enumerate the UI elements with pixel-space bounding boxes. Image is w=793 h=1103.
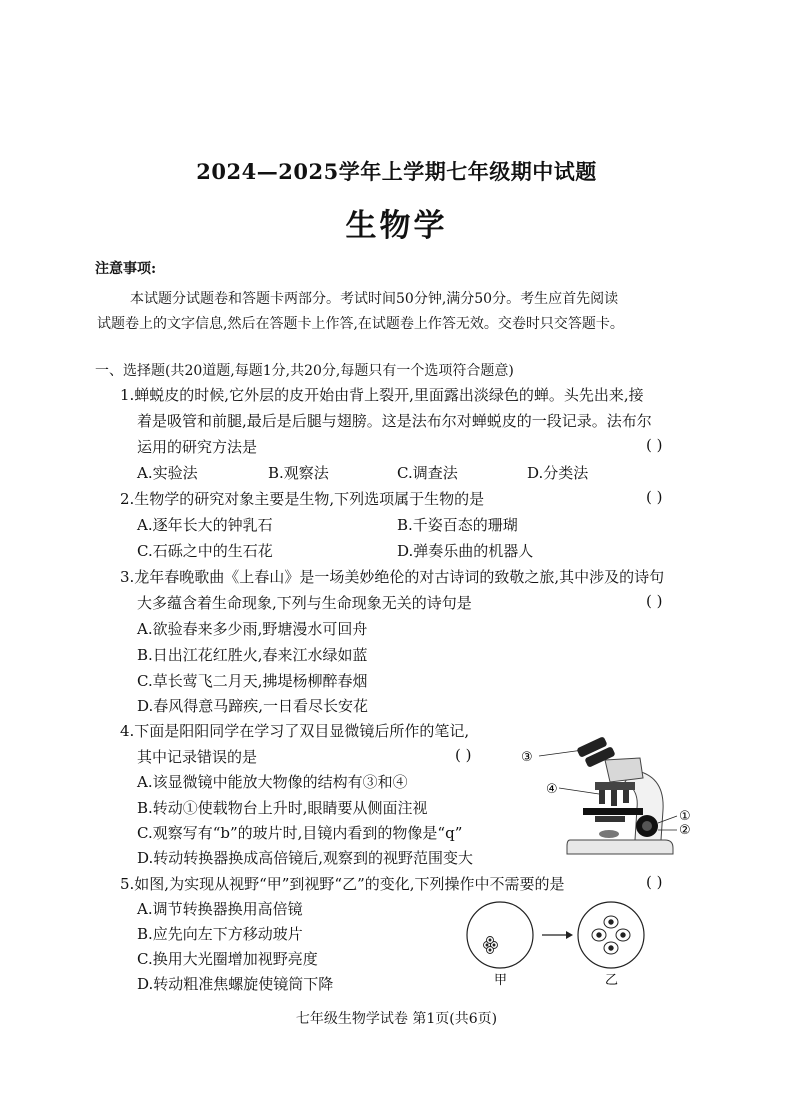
q1-option-d: D.分类法 [527, 464, 589, 482]
label-3: ③ [521, 750, 533, 765]
q3-option-a: A.欲验春来多少雨,野塘漫水可回舟 [137, 620, 368, 638]
q2-option-c: C.石砾之中的生石花 [137, 542, 273, 560]
q5-line-1: 5.如图,为实现从视野“甲”到视野“乙”的变化,下列操作中不需要的是 [120, 875, 565, 893]
q2-option-a: A.逐年长大的钟乳石 [137, 516, 273, 534]
q5-option-c: C.换用大光圈增加视野亮度 [137, 950, 318, 968]
q2-option-d: D.弹奏乐曲的机器人 [397, 542, 534, 560]
q3-option-b: B.日出江花红胜火,春来江水绿如蓝 [137, 646, 368, 664]
q3-answer-paren: ( ) [646, 592, 663, 610]
q1-line-1: 1.蝉蜕皮的时候,它外层的皮开始由背上裂开,里面露出淡绿色的蝉。头先出来,接 [120, 386, 644, 404]
q3-line-2: 大多蕴含着生命现象,下列与生命现象无关的诗句是 [137, 594, 472, 612]
q4-line-2: 其中记录错误的是 [137, 748, 258, 766]
label-1: ① [679, 809, 691, 824]
q5-option-a: A.调节转换器换用高倍镜 [137, 900, 303, 918]
microscope-head [605, 758, 643, 782]
light-source [599, 830, 619, 838]
q1-option-a: A.实验法 [137, 464, 198, 482]
q3-line-1: 3.龙年春晚歌曲《上春山》是一场美妙绝伦的对古诗词的致敬之旅,其中涉及的诗句 [120, 568, 665, 586]
q4-option-c: C.观察写有“b”的玻片时,目镜内看到的物像是“q” [137, 824, 463, 842]
view-yi-cells [592, 916, 630, 954]
q2-option-b: B.千姿百态的珊瑚 [397, 516, 518, 534]
notice-line-2: 试题卷上的文字信息,然后在答题卡上作答,在试题卷上作答无效。交卷时只交答题卡。 [97, 316, 624, 332]
nosepiece [595, 782, 635, 790]
q4-answer-paren: ( ) [455, 746, 472, 764]
fine-focus-knob [642, 821, 652, 831]
q5-option-b: B.应先向左下方移动玻片 [137, 925, 303, 943]
q1-answer-paren: ( ) [646, 436, 663, 454]
q3-option-d: D.春风得意马蹄疾,一日看尽长安花 [137, 697, 369, 715]
notice-heading: 注意事项: [95, 261, 157, 277]
q1-line-2: 着是吸管和前腿,最后是后腿与翅膀。这是法布尔对蝉蜕皮的一段记录。法布尔 [137, 412, 652, 430]
section-heading: 一、选择题(共20道题,每题1分,共20分,每题只有一个选项符合题意) [95, 363, 514, 379]
objective-3 [623, 790, 629, 803]
q1-line-3: 运用的研究方法是 [137, 438, 258, 456]
q1-option-b: B.观察法 [268, 464, 329, 482]
q4-option-a: A.该显微镜中能放大物像的结构有③和④ [137, 773, 408, 791]
view-yi-circle [578, 902, 644, 968]
q2-answer-paren: ( ) [646, 488, 663, 506]
q1-option-c: C.调查法 [397, 464, 458, 482]
field-of-view-figure [460, 890, 660, 990]
q2-line-1: 2.生物学的研究对象主要是生物,下列选项属于生物的是 [120, 490, 485, 508]
subject-title: 生物学 [345, 208, 448, 244]
exam-title: 2024—2025学年上学期七年级期中试题 [196, 159, 597, 184]
label-2: ② [679, 823, 691, 838]
stage [583, 808, 643, 815]
q4-line-1: 4.下面是阳阳同学在学习了双目显微镜后所作的笔记, [120, 722, 470, 740]
page-footer: 七年级生物学试卷 第1页(共6页) [295, 1011, 498, 1027]
microscope-base [567, 840, 673, 854]
label-yi: 乙 [605, 973, 619, 988]
view-jia-cells [484, 937, 498, 954]
notice-line-1: 本试题分试题卷和答题卡两部分。考试时间50分钟,满分50分。考生应首先阅读 [130, 291, 619, 307]
q5-option-d: D.转动粗准焦螺旋使镜筒下降 [137, 975, 334, 993]
label-jia: 甲 [494, 973, 508, 988]
condenser [595, 816, 625, 822]
q3-option-c: C.草长莺飞二月天,拂堤杨柳醉春烟 [137, 672, 368, 690]
objective-2 [611, 790, 617, 806]
view-jia-circle [467, 902, 533, 968]
label-4: ④ [546, 782, 558, 797]
microscope-figure [515, 730, 705, 870]
arrow-head-icon [566, 931, 573, 939]
q4-option-b: B.转动①使载物台上升时,眼睛要从侧面注视 [137, 799, 428, 817]
objective-1 [599, 790, 605, 804]
q5-answer-paren: ( ) [646, 873, 663, 891]
q4-option-d: D.转动转换器换成高倍镜后,观察到的视野范围变大 [137, 849, 474, 867]
